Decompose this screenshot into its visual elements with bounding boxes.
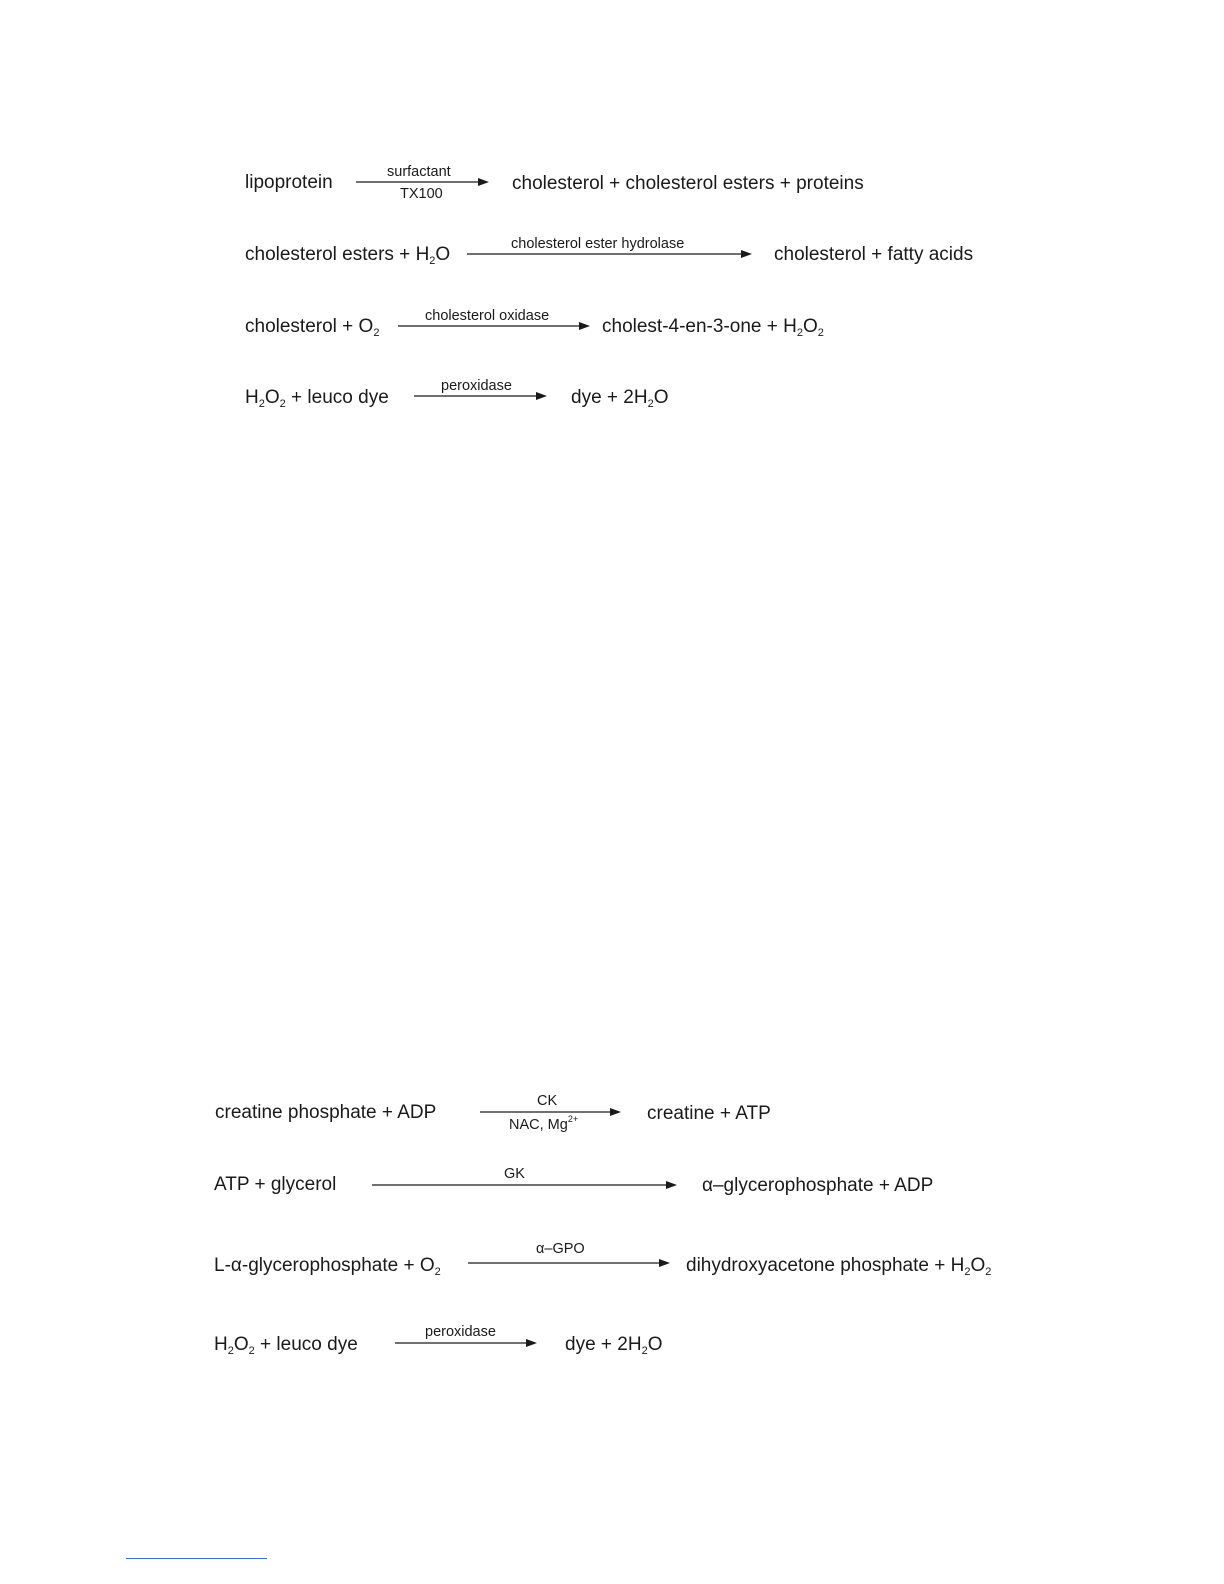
product-dye: dye — [565, 1334, 596, 1355]
reaction1-enzyme-label: surfactant — [387, 164, 451, 180]
product-adp: ADP — [894, 1175, 934, 1196]
reaction7-products: dihydroxyacetone phosphate + $H_2O_2$ — [686, 1255, 992, 1278]
reaction5-condition-label: NAC, $Mg^{2+}$ — [509, 1114, 579, 1133]
reactant-glycerol: glycerol — [270, 1174, 337, 1195]
reactant-l-glycerophosphate: L-α-glycerophosphate — [214, 1255, 399, 1276]
reactant-atp: ATP — [214, 1174, 250, 1195]
product-dye: dye — [571, 387, 602, 408]
reaction1-reactants — [245, 173, 333, 192]
product-glycerophosphate: α–glycerophosphate — [702, 1175, 874, 1196]
reaction6-products: α–glycerophosphate + ADP — [702, 1175, 934, 1196]
reaction6-enzyme-label: GK — [504, 1166, 525, 1182]
reaction4-enzyme-label: peroxidase — [441, 378, 512, 394]
product-water: $2H_2O$ — [617, 1334, 663, 1357]
reaction2-enzyme-label: cholesterol ester hydrolase — [511, 236, 685, 252]
reaction3-enzyme-label: cholesterol oxidase — [425, 308, 550, 324]
reaction4-products: dye + $2H_2O$ — [571, 387, 669, 410]
reaction3-products: cholest-4-en-3-one + $H_2O_2$ — [602, 316, 824, 339]
product-hydrogen-peroxide: $H_2O_2$ — [950, 1255, 992, 1278]
product-cholesterol-esters: cholesterol esters — [625, 173, 775, 194]
reactant-leuco-dye: leuco dye — [307, 387, 389, 408]
reactant-oxygen: $O_2$ — [358, 316, 380, 339]
reactant-cholesterol: cholesterol — [245, 316, 337, 337]
reaction6-arrow — [372, 1179, 677, 1191]
reaction5-enzyme-label: CK — [537, 1093, 558, 1109]
footnote-separator — [126, 1558, 267, 1559]
reaction4-arrow — [414, 390, 547, 402]
reactant-cholesterol-esters: cholesterol esters — [245, 244, 394, 265]
reaction7-arrow — [468, 1257, 670, 1269]
reaction7-enzyme-label: α–GPO — [536, 1241, 585, 1257]
product-fatty-acids: fatty acids — [887, 244, 974, 265]
product-atp: ATP — [735, 1103, 771, 1124]
reaction1-products: cholesterol + cholesterol esters + proteins — [512, 173, 864, 194]
reaction8-arrow — [395, 1337, 537, 1349]
reactant-leuco-dye: leuco dye — [276, 1334, 358, 1355]
reaction5-reactants: creatine phosphate + ADP — [215, 1102, 437, 1123]
product-proteins: proteins — [796, 173, 864, 194]
reactant-adp: ADP — [397, 1102, 437, 1123]
reaction8-enzyme-label: peroxidase — [425, 1324, 496, 1340]
reaction2-reactants: cholesterol esters + $H_2O$ — [245, 244, 451, 267]
reaction1-condition-label: TX100 — [400, 186, 443, 202]
product-hydrogen-peroxide: $H_2O_2$ — [783, 316, 824, 339]
product-cholestenone: cholest-4-en-3-one — [602, 316, 762, 337]
reaction4-reactants: $H_2O_2$ + leuco dye — [245, 387, 389, 410]
reaction3-reactants: cholesterol + $O_2$ — [245, 316, 380, 339]
reactant-creatine-phosphate: creatine phosphate — [215, 1102, 377, 1123]
reactant-water: $H_2O$ — [415, 244, 451, 267]
reactant-hydrogen-peroxide: $H_2O_2$ — [245, 387, 286, 410]
reaction2-products: cholesterol + fatty acids — [774, 244, 974, 265]
reaction2-arrow — [467, 248, 752, 260]
product-cholesterol: cholesterol — [512, 173, 604, 194]
reaction3-arrow — [398, 320, 590, 332]
reaction8-products: dye + $2H_2O$ — [565, 1334, 663, 1357]
reactant-hydrogen-peroxide: $H_2O_2$ — [214, 1334, 255, 1357]
reaction6-reactants: ATP + glycerol — [214, 1174, 337, 1195]
reactant-oxygen: $O_2$ — [419, 1255, 441, 1278]
product-dihydroxyacetone-phosphate: dihydroxyacetone phosphate — [686, 1255, 929, 1276]
reaction7-reactants: L-α-glycerophosphate + $O_2$ — [214, 1255, 441, 1278]
reaction8-reactants: $H_2O_2$ + leuco dye — [214, 1334, 358, 1357]
reaction5-products: creatine + ATP — [647, 1103, 771, 1124]
product-water: $2H_2O$ — [623, 387, 669, 410]
product-creatine: creatine — [647, 1103, 715, 1124]
product-cholesterol: cholesterol — [774, 244, 866, 265]
reactant-lipoprotein: lipoprotein — [245, 172, 333, 193]
